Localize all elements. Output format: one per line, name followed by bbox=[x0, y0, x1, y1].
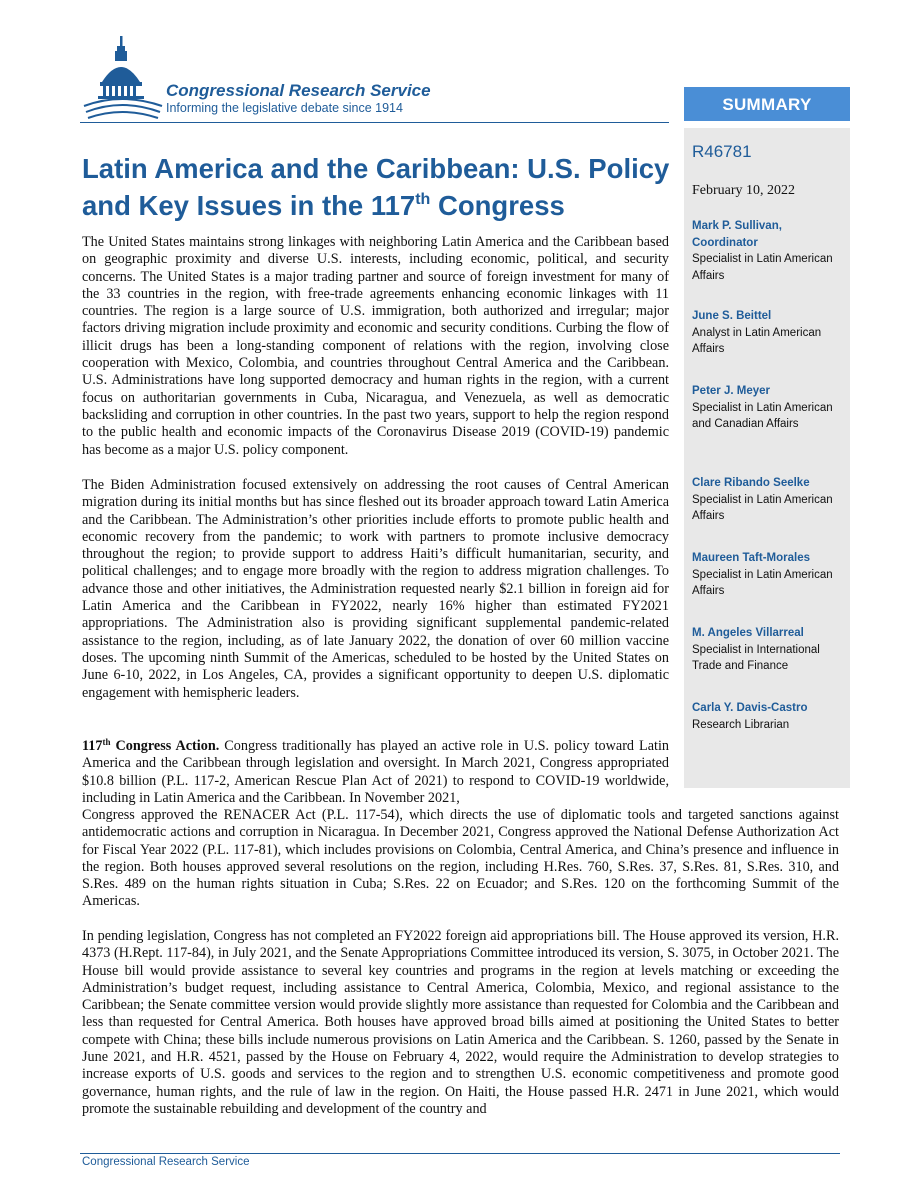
author-name: June S. Beittel bbox=[692, 310, 772, 322]
author-name: Mark P. Sullivan, bbox=[692, 220, 782, 232]
report-date: February 10, 2022 bbox=[692, 183, 796, 198]
lead-number: 117 bbox=[82, 738, 103, 754]
author-name: Clare Ribando Seelke bbox=[692, 477, 810, 489]
crs-logo bbox=[80, 34, 480, 120]
summary-sidebar bbox=[684, 128, 850, 788]
author-block bbox=[692, 475, 848, 525]
summary-paragraph-3 bbox=[82, 738, 669, 807]
org-name: Congressional Research Service bbox=[166, 81, 431, 100]
title-line-2: and Key Issues in the 117 bbox=[82, 190, 416, 221]
report-title bbox=[82, 150, 672, 224]
lead-superscript: th bbox=[102, 737, 111, 747]
summary-paragraph-3-cont: Congress approved the RENACER Act (P.L. 117-54), which directs the use of diplomatic tools and targeted sanctions against antidemocratic actions and corruption in Nicaragua. In December 2021, Congress approved the National Defense Authorization Act for Fiscal Year 2022 (P.L. 117-81), which includes provisions on Colombia, Central America, and China’s presence and influence in the region. Both houses approved several resolutions on the region, including H.Res. 760, S.Res. 37, S.Res. 81, S.Res. 310, and S.Res. 489 on the human rights situation in Cuba; S.Res. 22 on Ecuador; and S.Res. 120 on the forthcoming Summit of the Americas. bbox=[82, 807, 839, 910]
author-block bbox=[692, 700, 848, 733]
author-block bbox=[692, 625, 848, 675]
paragraph-lead bbox=[82, 738, 219, 754]
title-line-1: Latin America and the Caribbean: U.S. Policy bbox=[82, 153, 670, 184]
header-divider bbox=[80, 122, 669, 123]
author-name: Maureen Taft-Morales bbox=[692, 552, 811, 564]
author-name: Carla Y. Davis-Castro bbox=[692, 702, 808, 714]
author-role: Analyst in Latin American Affairs bbox=[692, 326, 822, 355]
summary-paragraph-2: The Biden Administration focused extensively on addressing the root causes of Central American migration during its initial months but has since fleshed out its broader approach toward Latin America and the Caribbean. The Administration’s other priorities include efforts to promote public health and economic recovery from the pandemic; to work with partners to promote inclusive democracy throughout the region; to provide support to address Haiti’s difficult humanitarian, security, and political challenges; and to engage more broadly with the region to address migration challenges. To advance those and other initiatives, the Administration requested nearly $2.1 billion in foreign aid for Latin America and the Caribbean in FY2022, nearly 16% higher than estimated FY2021 appropriations. The Administration also is providing significant supplemental pandemic-related assistance to the region, including, as of late January 2022, the donation of over 60 million vaccine doses. The upcoming ninth Summit of the Americas, scheduled to be hosted by the United States on June 6-10, 2022, in Los Angeles, CA, provides a significant opportunity to deepen U.S. diplomatic engagement with hemispheric leaders. bbox=[82, 477, 669, 701]
report-id: R46781 bbox=[692, 142, 752, 161]
lead-text: Congress Action. bbox=[110, 738, 220, 754]
title-superscript: th bbox=[415, 191, 431, 208]
author-block bbox=[692, 218, 848, 284]
footer-divider bbox=[80, 1153, 840, 1154]
author-role: Specialist in Latin American Affairs bbox=[692, 493, 833, 522]
summary-paragraph-4: In pending legislation, Congress has not completed an FY2022 foreign aid appropriations bill. The House approved its version, H.R. 4373 (H.Rept. 117-84), in July 2021, and the Senate Appropriations Committee introduced its version, S. 3075, in October 2021. The House bill would provide assistance to several key countries and programs in the region at levels matching or exceeding the Administration’s budget request, including assistance to Central America, Colombia, Mexico, and regional assistance to the Caribbean; the Senate committee version would provide slightly more assistance than requested for Colombia and the Caribbean and less than requested for Central America. Both houses have approved broad bills aimed at positioning the United States to better compete with China; these bills include numerous provisions on Latin America and the Caribbean. S. 1260, passed by the Senate in June 2021, and H.R. 4521, passed by the House on February 4, 2022, would require the Administration to develop strategies to increase exports of U.S. goods and services to the region and to strengthen U.S. economic competitiveness and promote good governance, human rights, and the rule of law in the region. On Haiti, the House passed H.R. 2471 in June 2021, which would promote the sustainable rebuilding and development of the country and bbox=[82, 928, 839, 1117]
capitol-dome-icon bbox=[80, 34, 164, 120]
author-name: Peter J. Meyer bbox=[692, 385, 770, 397]
author-block bbox=[692, 550, 848, 600]
author-role: Specialist in Latin American Affairs bbox=[692, 568, 833, 597]
author-role: Specialist in International Trade and Finance bbox=[692, 643, 820, 672]
author-name: M. Angeles Villarreal bbox=[692, 627, 804, 639]
author-role: Specialist in Latin American and Canadian Affairs bbox=[692, 401, 833, 430]
author-coordinator: Coordinator bbox=[692, 236, 758, 249]
author-block bbox=[692, 308, 848, 358]
author-block bbox=[692, 383, 848, 433]
summary-tab: SUMMARY bbox=[684, 87, 850, 121]
summary-paragraph-1: The United States maintains strong linkages with neighboring Latin America and the Caribbean based on geographic proximity and diverse U.S. interests, including economic, political, and security concerns. The United States is a major trading partner and source of foreign investment for many of the 33 countries in the region, with free-trade agreements enhancing economic linkages with 11 countries. The region is a large source of U.S. immigration, both authorized and irregular; major factors driving migration include proximity and economic and security conditions. Curbing the flow of illicit drugs has been a long-standing component of relations with the region, involving close cooperation with Mexico, Colombia, and countries throughout Central America and the Caribbean. U.S. Administrations have long supported democracy and human rights in the region, with a current focus on authoritarian governments in Cuba, Nicaragua, and Venezuela, as well as democratic backsliding and corruption in other countries. In the past two years, support to help the region respond to the public health and economic impacts of the Coronavirus Disease 2019 (COVID-19) pandemic has become as a major U.S. policy component. bbox=[82, 234, 669, 458]
org-tagline: Informing the legislative debate since 1914 bbox=[166, 101, 403, 115]
paragraph-body: Congress traditionally has played an active role in U.S. policy toward Latin America and the Caribbean through legislation and oversight. In March 2021, Congress appropriated $10.8 billion (P.L. 117-2, American Rescue Plan Act of 2021) to respond to COVID-19 worldwide, including in Latin America and the Caribbean. In November 2021, bbox=[82, 738, 669, 806]
title-line-2-end: Congress bbox=[430, 190, 565, 221]
footer-label: Congressional Research Service bbox=[82, 1156, 250, 1168]
author-role: Specialist in Latin American Affairs bbox=[692, 253, 833, 282]
author-role: Research Librarian bbox=[692, 718, 790, 731]
